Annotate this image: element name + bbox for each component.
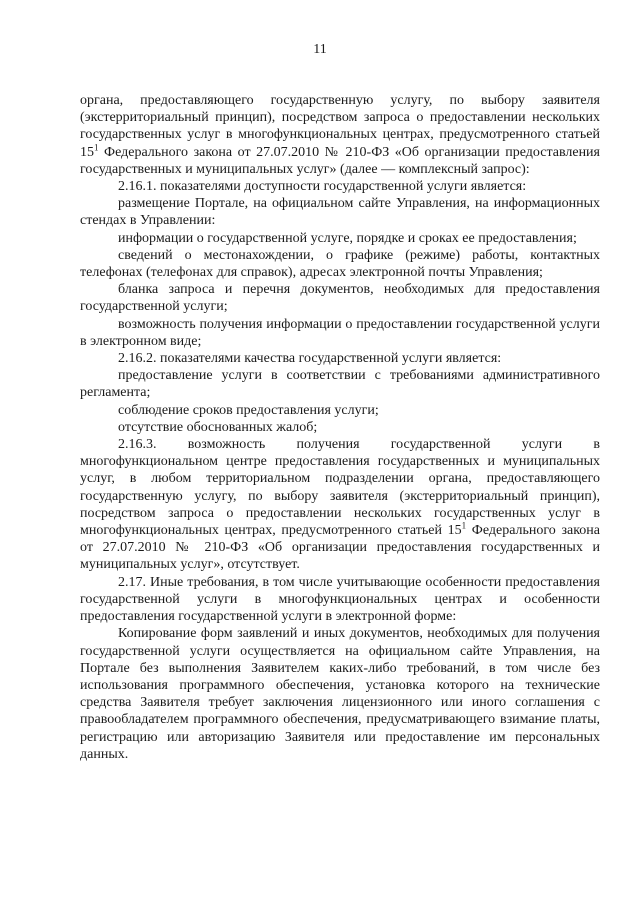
paragraph-text: Федерального закона от 27.07.2010 № 210-ФЗ «Об организации предоставления государственных и муниципальных услуг», отсутствует.	[80, 523, 601, 573]
paragraph-9	[80, 402, 600, 419]
paragraph-text: 2.16.2. показателями качества государственной услуги является:	[118, 351, 502, 367]
paragraph-text: соблюдение сроков предоставления услуги;	[118, 402, 379, 418]
paragraph-13	[80, 625, 600, 763]
paragraph-5	[80, 281, 600, 315]
paragraph-text: размещение Портале, на официальном сайте Управления, на информационных стендах в Управлении:	[80, 196, 600, 229]
paragraph-11	[80, 436, 600, 574]
paragraph-text: информации о государственной услуге, порядке и сроках ее предоставления;	[118, 230, 577, 246]
document-body	[80, 92, 600, 763]
paragraph-text: возможность получения информации о предоставлении государственной услуги в электронном виде;	[80, 316, 600, 349]
paragraph-1	[80, 178, 600, 195]
paragraph-text: предоставление услуги в соответствии с требованиями административного регламента;	[80, 368, 600, 401]
paragraph-text: бланка запроса и перечня документов, необходимых для предоставления государственной услуги;	[80, 282, 600, 315]
paragraph-text: 2.16.1. показателями доступности государственной услуги является:	[118, 179, 527, 195]
paragraph-text: отсутствие обоснованных жалоб;	[118, 419, 318, 435]
paragraph-6	[80, 316, 600, 350]
paragraph-text: органа, предоставляющего государственную услугу, по выбору заявителя (экстерриториальный принцип), посредством запроса о предоставлении нескольких государственных услуг в многофункциональных центрах, предусмотренного статьей 15	[80, 93, 600, 160]
paragraph-text: Федерального закона от 27.07.2010 № 210-ФЗ «Об организации предоставления государственных и муниципальных услуг» (далее — комплексный запрос):	[80, 144, 600, 177]
paragraph-3	[80, 230, 600, 247]
paragraph-text: 2.17. Иные требования, в том числе учитывающие особенности предоставления государственной услуги в многофункциональных центрах и особенности предоставления государственной услуги в электронной форме:	[80, 574, 600, 625]
paragraph-text: Копирование форм заявлений и иных документов, необходимых для получения государственной услуги осуществляется на официальном сайте Управления, на Портале без выполнения Заявителем каких-либо требований, в том числе без использования программного обеспечения, установка которого на технические средства Заявителя требует заключения лицензионного или иного соглашения с правообладателем программного обеспечения, предусматривающего взимание платы, регистрацию или авторизацию Заявителя или предоставление им персональных данных.	[80, 626, 600, 762]
page-number: 11	[313, 42, 327, 57]
paragraph-0	[80, 92, 600, 178]
paragraph-4	[80, 247, 600, 281]
paragraph-8	[80, 367, 600, 401]
paragraph-12	[80, 574, 600, 626]
paragraph-text: 2.16.3. возможность получения государственной услуги в многофункциональном центре предоставления государственных и муниципальных услуг, в любом территориальном подразделении органа, предоставляющего государственную услугу, по выбору заявителя (экстерриториальный принцип), посредством запроса о предоставлении нескольких государственных услуг в многофункциональных центрах, предусмотренного статьей 15	[80, 437, 600, 539]
footnote-superscript: 1	[94, 141, 99, 152]
footnote-superscript: 1	[461, 520, 467, 531]
paragraph-10	[80, 419, 600, 436]
paragraph-7	[80, 350, 600, 367]
paragraph-text: сведений о местонахождении, о графике (режиме) работы, контактных телефонах (телефонах для справок), адресах электронной почты Управления;	[80, 247, 600, 281]
paragraph-2	[80, 195, 600, 229]
